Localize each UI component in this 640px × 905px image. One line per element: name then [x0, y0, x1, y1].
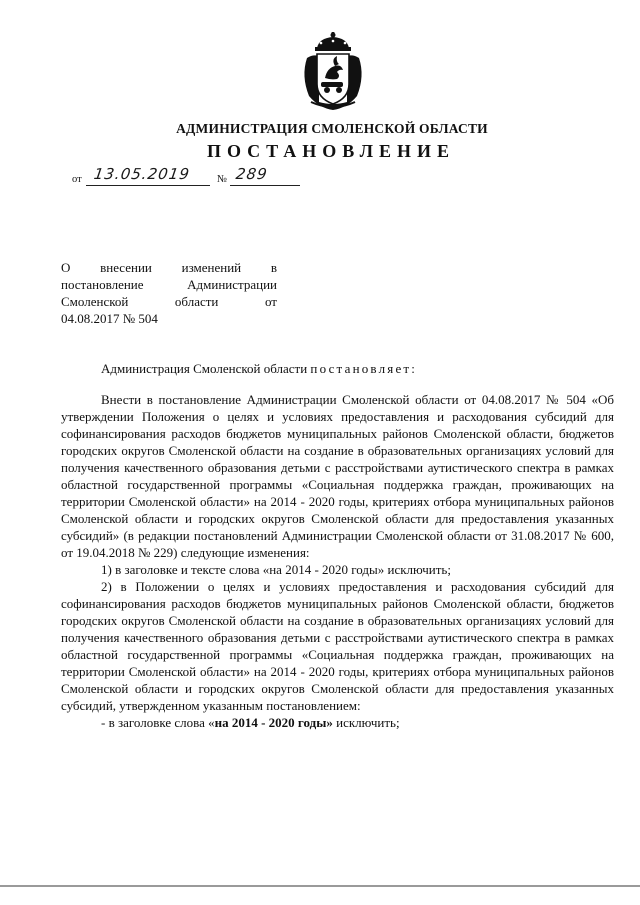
paragraph-item-2-sub: [61, 714, 614, 731]
document-type-title: ПОСТАНОВЛЕНИЕ: [206, 141, 456, 161]
sub-item-start: - в заголовке слова «: [101, 715, 215, 730]
number-value: 289: [234, 165, 269, 183]
paragraph-amendment-intro: Внести в постановление Администрации Смоленской области от 04.08.2017 № 504 «Об утверждении Положения о целях и условиях предоставления и расходования субсидий для софинансирования расходов бюджетов муниципальных районов Смоленской области, бюджетов городских округов Смоленской области на создание в образовательных организациях условий для получения качественного образования детьми с расстройствами аутистического спектра в рамках областной государственной программы «Социальная поддержка граждан, проживающих на территории Смоленской области» на 2014 - 2020 годы, критериях отбора муниципальных районов Смоленской области и городских округов Смоленской области для предоставления указанных субсидий» (в редакции постановлений Администрации Смоленской области от 31.08.2017 № 600, от 19.04.2018 № 229) следующие изменения:: [61, 392, 614, 560]
sub-item-quote-close: »: [326, 715, 333, 730]
subject-line: 04.08.2017 № 504: [61, 311, 158, 326]
date-label: от: [72, 174, 82, 185]
paragraph-item-2: 2) в Положении о целях и условиях предоставления и расходования субсидий для софинансирования расходов бюджетов муниципальных районов Смоленской области, бюджетов городских округов Смоленской области на создание в образовательных организациях условий для получения качественного образования детьми с расстройствами аутистического спектра в рамках областной государственной программы «Социальная поддержка граждан, проживающих на территории Смоленской области» на 2014 - 2020 годы, критериях отбора муниципальных районов Смоленской области и городских округов Смоленской области для предоставления указанных субсидий, утвержденном указанным постановлением:: [61, 579, 614, 713]
number-label: №: [217, 174, 228, 185]
subject-line: Смоленской области от: [61, 294, 277, 309]
sub-item-end: исключить;: [332, 715, 400, 730]
document-body: [61, 360, 614, 731]
date-number-line: [72, 165, 332, 187]
issuing-authority: АДМИНИСТРАЦИЯ СМОЛЕНСКОЙ ОБЛАСТИ: [176, 121, 488, 136]
date-underline: [86, 185, 210, 186]
subject-line: постановление Администрации: [61, 277, 277, 292]
sub-item-bold: на 2014 - 2020 годы: [214, 715, 327, 730]
document-subject: [61, 259, 277, 327]
date-value: 13.05.2019: [92, 165, 192, 183]
subject-line: О внесении изменений в: [61, 260, 277, 275]
number-underline: [230, 185, 300, 186]
coat-of-arms-emblem-icon: [297, 32, 369, 112]
page-bottom-edge: [0, 885, 640, 887]
paragraph-item-1: 1) в заголовке и тексте слова «на 2014 - 2020 годы» исключить;: [101, 562, 451, 577]
preamble-text: Администрация Смоленской области: [101, 361, 311, 376]
preamble-paragraph: [61, 360, 614, 377]
preamble-resolves: постановляет:: [310, 361, 418, 376]
